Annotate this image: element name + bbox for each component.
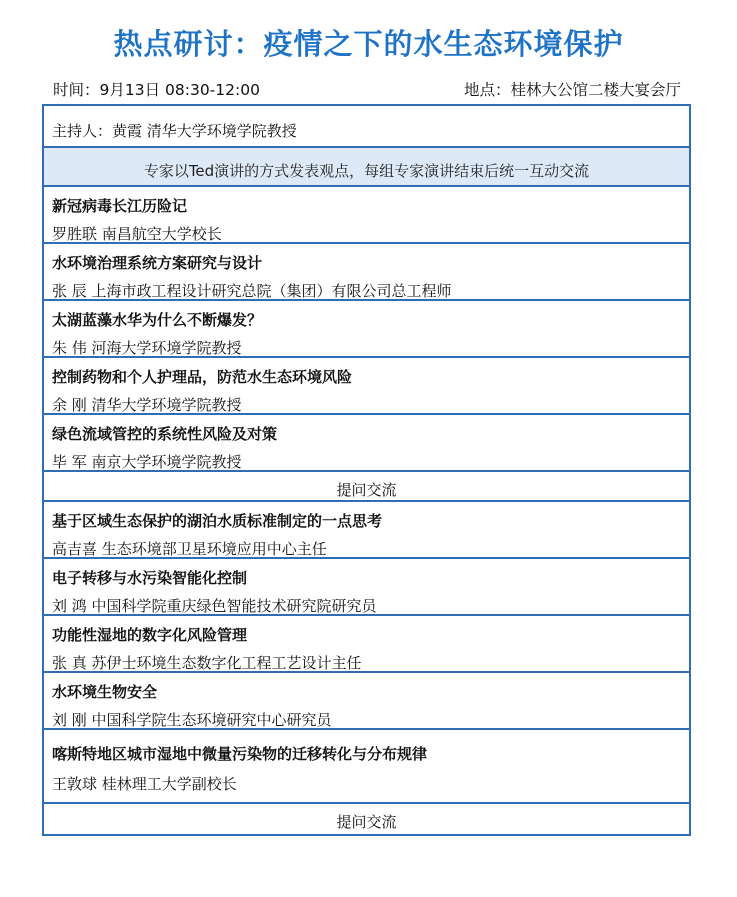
qa-session-1: 提问交流 [44,472,689,502]
talk-speaker: 刘 鸿 中国科学院重庆绿色智能技术研究院研究员 [52,597,377,615]
talk-topic: 基于区域生态保护的湖泊水质标准制定的一点思考 [52,512,383,530]
location-info: 地点：桂林大公馆二楼大宴会厅 [463,81,681,99]
time-info: 时间：9月13日 08:30-12:00 [53,81,260,99]
talk-speaker: 毕 军 南京大学环境学院教授 [52,453,242,471]
talk-topic: 绿色流域管控的系统性风险及对策 [52,425,278,443]
talk-speaker: 余 刚 清华大学环境学院教授 [52,396,242,414]
talk-topic: 功能性湿地的数字化风险管理 [52,626,248,644]
talk-row [44,244,689,301]
host-row: 主持人：黄霞 清华大学环境学院教授 [44,106,689,148]
talk-speaker: 刘 刚 中国科学院生态环境研究中心研究员 [52,711,332,729]
talk-row [44,358,689,415]
talk-topic: 水环境治理系统方案研究与设计 [52,254,263,272]
talk-topic: 水环境生物安全 [52,683,158,701]
agenda-table [42,104,691,836]
talk-row [44,502,689,559]
qa-session-2: 提问交流 [336,813,397,831]
talk-row [44,301,689,358]
talk-topic: 电子转移与水污染智能化控制 [52,569,248,587]
talk-topic: 新冠病毒长江历险记 [52,197,188,215]
talk-speaker: 朱 伟 河海大学环境学院教授 [52,339,242,357]
talk-row [44,673,689,730]
talk-row [44,616,689,673]
talk-row [44,415,689,472]
talk-speaker: 张 真 苏伊士环境生态数字化工程工艺设计主任 [52,654,362,672]
talk-topic: 控制药物和个人护理品，防范水生态环境风险 [52,368,353,386]
talk-speaker: 高吉喜 生态环境部卫星环境应用中心主任 [52,540,327,558]
format-note: 专家以Ted演讲的方式发表观点，每组专家演讲结束后统一互动交流 [44,148,689,187]
talk-topic: 太湖蓝藻水华为什么不断爆发？ [52,311,263,329]
talk-row [44,187,689,244]
talk-row [44,559,689,616]
talk-speaker: 王敦球 桂林理工大学副校长 [52,775,237,793]
talk-row [44,730,689,804]
talk-topic: 喀斯特地区城市湿地中微量污染物的迁移转化与分布规律 [52,745,428,763]
page-title: 热点研讨：疫情之下的水生态环境保护 [113,27,624,61]
talk-speaker: 罗胜联 南昌航空大学校长 [52,225,222,243]
talk-speaker: 张 辰 上海市政工程设计研究总院（集团）有限公司总工程师 [52,282,452,300]
